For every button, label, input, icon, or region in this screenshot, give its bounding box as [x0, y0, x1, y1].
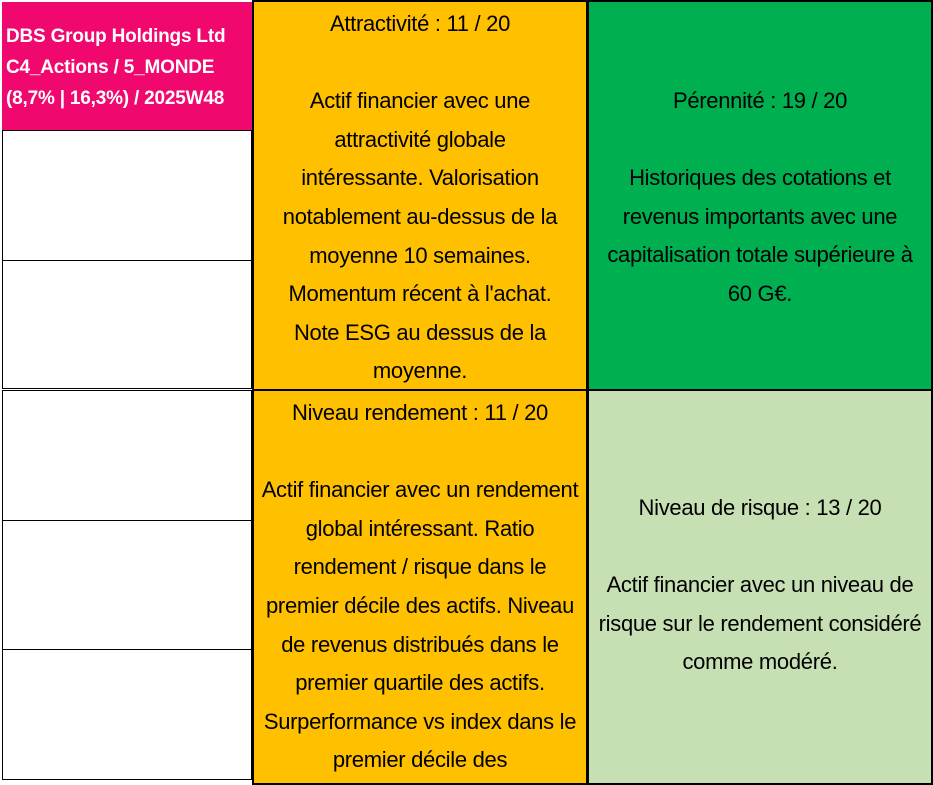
asset-stats: (8,7% | 16,3%) / 2025W48	[6, 88, 225, 109]
rendement-title: Niveau rendement : 11 / 20	[292, 400, 548, 425]
asset-category: C4_Actions / 5_MONDE	[6, 57, 215, 78]
perennite-card	[587, 0, 933, 391]
blank-cell	[2, 260, 253, 389]
rendement-text: Actif financier avec un rendement global intéressant. Ratio rendement / risque dans le premier décile des actifs. Niveau de revenus distribués dans le premier quartile des actifs. Surperformance vs index dans le premier décile des	[261, 477, 579, 773]
asset-name: DBS Group Holdings Ltd	[6, 26, 226, 47]
blank-cell	[2, 649, 253, 780]
perennite-text: Historiques des cotations et revenus importants avec une capitalisation totale supérieure à 60 G€.	[607, 165, 913, 306]
asset-header	[2, 2, 252, 130]
perennite-title: Pérennité : 19 / 20	[672, 88, 848, 113]
risque-card	[587, 389, 933, 785]
rendement-card	[252, 389, 588, 785]
blank-cell	[2, 130, 253, 261]
attractivite-card	[252, 0, 588, 391]
risque-title: Niveau de risque : 13 / 20	[638, 495, 882, 520]
risque-text: Actif financier avec un niveau de risque sur le rendement considéré comme modéré.	[598, 572, 922, 675]
blank-cell	[2, 390, 253, 521]
attractivite-title: Attractivité : 11 / 20	[329, 11, 511, 36]
attractivite-text: Actif financier avec une attractivité globale intéressante. Valorisation notablement au-dessus de la moyenne 10 semaines. Momentum récent à l'achat. Note ESG au dessus de la moyenne.	[282, 88, 558, 384]
blank-cell	[2, 520, 253, 650]
